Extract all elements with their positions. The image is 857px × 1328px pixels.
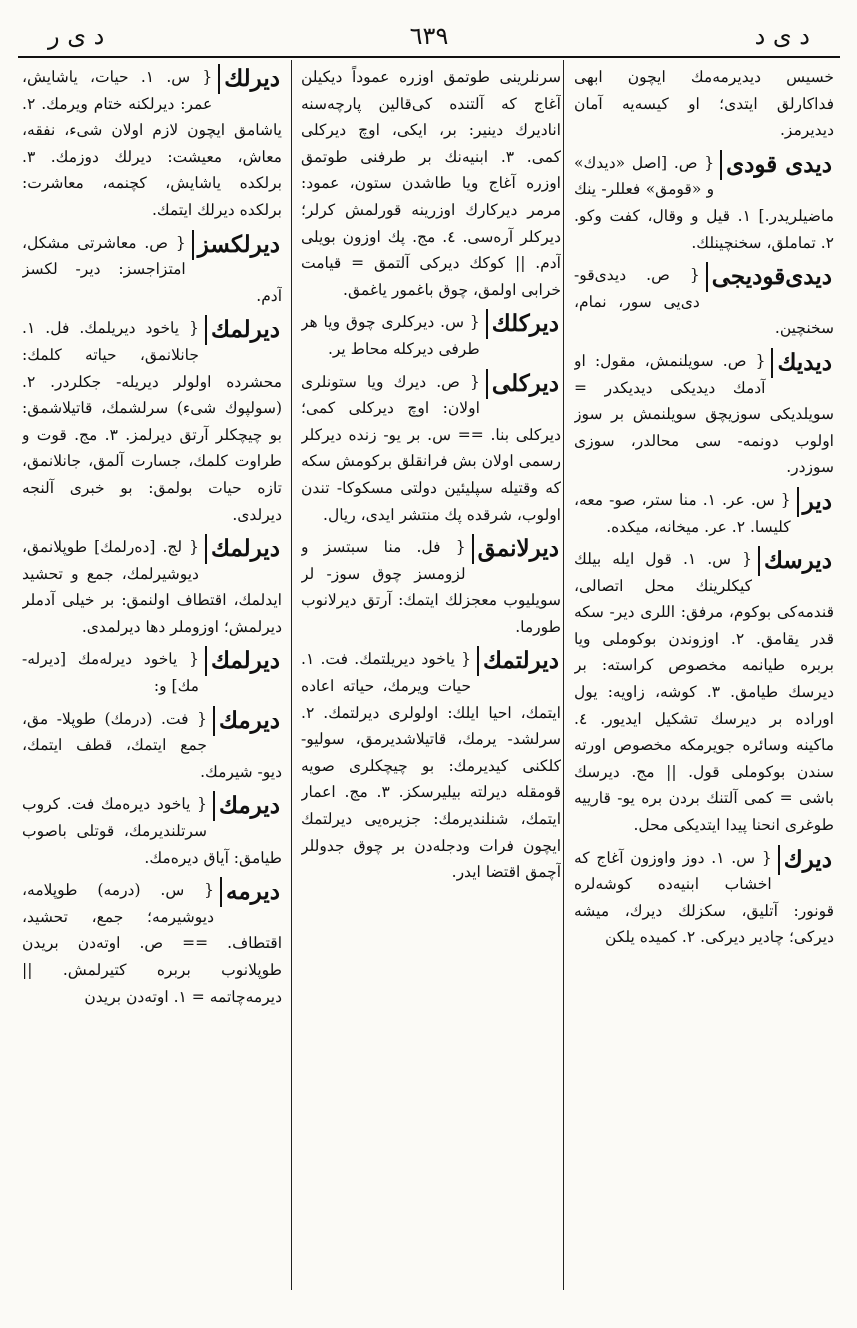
entry-definition: { یاخود دیرله‌مك [دیرله- مك] و: <box>22 650 199 696</box>
entry-definition: { یاخود دیریلتمك. فت. ۱. حیات ویرمك، حیاته اعاده ایتمك، احیا ایلك: اولولری دیرلتمك. ۲. سرلشد- یرمك، قاتیلاشدیرمق، سولیو- كلكنی كیدیرمك: بو چیچكلری صویه قومقله دیرلته بیلیرسكز. ۳. مج. اعمار ایتمك، شنلندیرمك: جزیره‌یی دیرلتمك ایچون فرات ودجله‌دن بر چوق جدوللر آچمق اقتضا ایدر. <box>301 650 561 882</box>
entry-definition: { یاخود دیرەمك فت. كروب سرتلندیرمك، قوتلی باصوب طیامق: آیاق دیرەمك. <box>22 795 282 867</box>
page-number: ٦٣٩ <box>409 22 449 50</box>
entry-headword: دیرمه <box>220 877 282 907</box>
dictionary-entry <box>574 150 834 256</box>
header-guide-left: د ی ر <box>48 22 105 50</box>
entry-definition: { ص. سویلنمش، مقول: او آدمك دیدیكی دیدیكدر = سویلدیكی سوزیچق سویلنمش بر سوز اولوب دونمه- سی محالدر، سوزی سوزدر. <box>574 351 834 477</box>
entry-headword: دیرلانمق <box>472 534 561 564</box>
entry-headword: دیدی قودی <box>720 150 834 180</box>
dictionary-entry <box>22 706 282 786</box>
entry-headword: دیدی‌قودیجی <box>706 262 834 292</box>
dictionary-entry <box>574 64 834 144</box>
entry-headword: دیركلك <box>486 309 561 339</box>
dictionary-entry <box>301 646 561 885</box>
entry-headword: دیرلك <box>218 64 282 94</box>
entry-definition: { س. ۱. دوز واوزون آغاج كه اخشاب ابنیه‌ده كوشه‌لره قونور: آتلیق، سكزلك دیرك، میشه دیركی؛ چادیر دیركی. ۲. كمیده یلكن <box>574 848 834 947</box>
entry-definition: { فل. منا سبتسز و لزومسز چوق سوز- لر سویلیوب معجزلك ایتمك: آرتق دیرلانوب طورما. <box>301 538 561 636</box>
entry-headword: دیر <box>797 487 834 517</box>
entry-definition: { ص. دیرك ویا ستونلری اولان: اوچ دیركلی كمی؛ دیركلی بنا. == س. بر یو- زنده دیركلر رسمی اولان بش فرانقلق بركومش سكه كه وقتیله سپلیئین دولتی مسكوكا- تندن اولوب، شرقده پك منتشر ایدی، ریال. <box>301 372 561 524</box>
entry-definition: { س. عر. ۱. منا ستر، صو- معه، كلیسا. ۲. عر. میخانه، میكده. <box>574 490 791 536</box>
dictionary-entry <box>574 348 834 481</box>
entry-definition: { س. دیركلری چوق ویا هر طرفی دیركله محاط یر. <box>301 313 480 358</box>
dictionary-entry <box>22 64 282 224</box>
dictionary-entry <box>22 230 282 310</box>
dictionary-entry <box>301 309 561 362</box>
dictionary-entry <box>301 534 561 640</box>
entry-definition: { س. ۱. حیات، یاشایش، عمر: دیرلكنه ختام ویرمك. ۲. یاشامق ایچون لازم اولان شیء، نفقه، معاش، معیشت: دیرلك دوزمك. ۳. برلكده یاشایش، كچنمه، معاشرت: برلكده دیرلك ایتمك. <box>22 68 282 219</box>
header-guide-right: د ی د <box>754 22 810 50</box>
dictionary-entry <box>301 64 561 303</box>
entry-definition: { ص. [اصل «دیدك» و «قومق» فعللر- ینك ماضیلریدر.] ۱. قیل و وقال، كفت وكو. ۲. تماملق، سخنچینلك. <box>574 153 834 252</box>
header-rule <box>18 56 840 58</box>
entry-headword: دیرلكسز <box>192 230 282 260</box>
entry-definition: { ص. معاشرتی مشكل، امتزاجسز: دیر- لكسز آدم. <box>22 233 282 305</box>
page-header <box>18 10 840 54</box>
entry-definition: { ص. دیدی‌قو- دی‌یی سور، نمام، سخنچین. <box>574 266 834 338</box>
dictionary-entry <box>574 487 834 540</box>
entry-headword: دیرلمك <box>205 534 282 564</box>
dictionary-entry <box>301 369 561 529</box>
entry-headword: دیرمك <box>213 791 282 821</box>
entry-headword: دیرلتمك <box>477 646 561 676</box>
dictionary-entry <box>574 262 834 342</box>
entry-definition: { س. (درمه) طوپلامه، دیوشیرمه؛ جمع، تحشید، اقتطاف. == ص. اوته‌دن بریدن طوپلانوب بربره كتیرلمش. || دیرمه‌چاتمه = ۱. اوته‌دن بریدن <box>22 881 282 1006</box>
column-divider <box>291 60 292 1290</box>
dictionary-entry <box>574 546 834 839</box>
entry-headword: دیرلمك <box>205 646 282 676</box>
entry-definition: { لج. [ده‌رلمك] طوپلانمق، دیوشیرلمك، جمع و تحشید ایدلمك، اقتطاف اولنمق: بر خیلی آدملر دیرلمش؛ اوزوملر دها دیرلمدی. <box>22 538 282 636</box>
column-center <box>301 64 561 1284</box>
column-right <box>574 64 834 1284</box>
entry-headword: دیرلمك <box>205 315 282 345</box>
column-divider <box>563 60 564 1290</box>
entry-headword: دیرسك <box>758 546 834 576</box>
entry-headword: دیدیك <box>771 348 834 378</box>
dictionary-entry <box>574 845 834 951</box>
entry-definition: { س. ۱. قول ایله بیلك كیكلرینك محل اتصالی، قندمه‌كی بوكوم، مرفق: اللری دیر- سكه قدر یقامق. ۲. اوزوندن بوكوملی ویا بربره طیانمه مخصوص كراسته: بر دیرسك طیامق. ۳. كوشه، زاویه: یول اوراده بر دیرسك تشكیل ایدیور. ٤. ماكینه وسائره جویرمكه مخصوص اورته سندن بوكوملی قول. || مج. دیرسك باشی = كمی آلتنك بردن بره یو- قارییه طوغری انحنا پیدا ایتدیكی محل. <box>574 550 834 835</box>
dictionary-entry <box>22 315 282 528</box>
entry-headword: دیرمك <box>213 706 282 736</box>
entry-definition: { یاخود دیریلمك. فل. ۱. جانلانمق، حیاته كلمك: محشرده اولولر دیریله- جكلردر. ۲. (سولپوك شیء) سرلشمك، قاتیلاشمق: بو چیچكلر آرتق دیرلمز. ۳. مج. قوت و طراوت كلمك، جسارت آلمق، جانلانمق، تازه حیات بولمق: بو خبری آلنجه دیرلدی. <box>22 319 282 524</box>
entry-headword: دیركلی <box>486 369 561 399</box>
dictionary-entry <box>22 877 282 1010</box>
entry-headword: دیرك <box>778 845 834 875</box>
entry-definition: خسیس دیدیرمه‌مك ایچون ابهی فداكارلق ایتدی؛ او كیسه‌یه آمان دیدیرمز. <box>574 68 834 140</box>
dictionary-entry <box>22 646 282 699</box>
dictionary-entry <box>22 534 282 640</box>
dictionary-entry <box>22 791 282 871</box>
entry-definition: { فت. (درمك) طوپلا- مق، جمع ایتمك، قطف ایتمك، دیو- شیرمك. <box>22 709 282 781</box>
column-left <box>22 64 282 1284</box>
entry-definition: سرنلرینی طوتمق اوزره عموداً دیكیلن آغاج كه آلتنده كی‌قالین پارچه‌سنه اناديرك دینیر: بر، ایكی، اوچ دیركلی كمی. ۳. ابنیه‌نك بر طرفنی طوتمق اوزره آغاج ویا طاشدن ستون، عمود: مرمر دیركارك اوزرینه قورلمش كرلر؛ دیركلر آرەسی. ٤. مج. پك اوزون بویلی آدم. || كوكك دیركی آلتمق = قیامت خرابی اولمق، چوق باغمور یاغمق. <box>301 68 561 299</box>
